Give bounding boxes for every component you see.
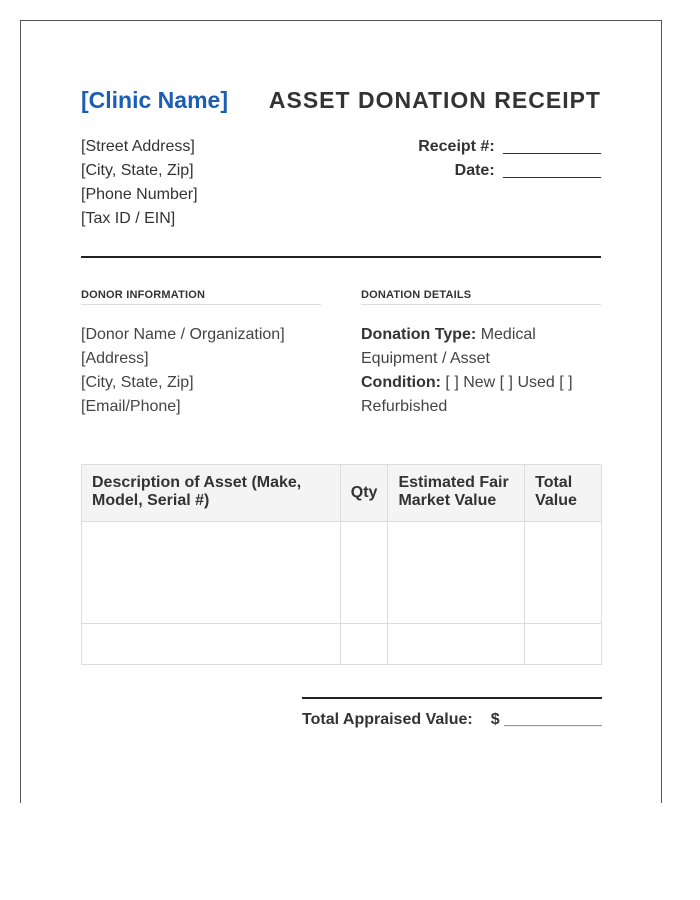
condition-options[interactable]: [ ] New [ ] Used [ ] Refurbished <box>361 374 573 415</box>
date-label: Date: <box>454 162 495 179</box>
cell-qty[interactable] <box>340 624 388 665</box>
cell-fair-market-value[interactable] <box>388 624 525 665</box>
receipt-number-field[interactable]: ___________ <box>503 138 601 155</box>
condition-label: Condition: <box>361 374 441 391</box>
donation-condition <box>361 371 601 419</box>
total-label: Total Appraised Value: <box>302 711 473 728</box>
donor-information-heading: DONOR INFORMATION <box>81 289 321 305</box>
donor-information-body <box>81 323 321 419</box>
receipt-number-row <box>418 135 601 159</box>
donation-type-value: Medical Equipment / Asset <box>361 326 536 367</box>
donation-details-heading: DONATION DETAILS <box>361 289 601 305</box>
donation-details-body <box>361 323 601 419</box>
donation-details-section <box>361 289 601 419</box>
clinic-address <box>81 135 198 231</box>
table-row <box>82 522 602 624</box>
document-title: ASSET DONATION RECEIPT <box>268 87 601 113</box>
cell-total-value[interactable] <box>525 522 602 624</box>
donation-type <box>361 323 601 371</box>
donor-city-state-zip: [City, State, Zip] <box>81 374 194 391</box>
donor-information-section <box>81 289 321 419</box>
receipt-meta <box>418 135 601 183</box>
receipt-page <box>20 20 662 803</box>
cell-fair-market-value[interactable] <box>388 522 525 624</box>
asset-table-header-row <box>82 465 602 522</box>
clinic-street: [Street Address] <box>81 138 195 155</box>
header-description: Description of Asset (Make, Model, Serial #) <box>82 465 341 522</box>
clinic-city-state-zip: [City, State, Zip] <box>81 162 194 179</box>
total-divider <box>302 697 602 699</box>
clinic-tax-id: [Tax ID / EIN] <box>81 210 176 227</box>
asset-table <box>81 464 602 665</box>
cell-total-value[interactable] <box>525 624 602 665</box>
total-appraised-value <box>302 711 602 729</box>
date-row <box>418 159 601 183</box>
receipt-header <box>81 87 601 114</box>
clinic-phone: [Phone Number] <box>81 186 198 203</box>
header-total-value: Total Value <box>525 465 602 522</box>
header-qty: Qty <box>340 465 388 522</box>
donor-name: [Donor Name / Organization] <box>81 326 285 343</box>
donor-address: [Address] <box>81 350 149 367</box>
cell-qty[interactable] <box>340 522 388 624</box>
total-value-field[interactable]: $ ___________ <box>490 711 602 728</box>
clinic-name: [Clinic Name] <box>81 87 228 113</box>
donor-contact: [Email/Phone] <box>81 398 181 415</box>
donation-type-label: Donation Type: <box>361 326 477 343</box>
header-fair-market-value: Estimated Fair Market Value <box>388 465 525 522</box>
cell-description[interactable] <box>82 522 341 624</box>
receipt-number-label: Receipt #: <box>418 138 495 155</box>
header-divider <box>81 256 601 258</box>
date-field[interactable]: ___________ <box>503 162 601 179</box>
table-row <box>82 624 602 665</box>
cell-description[interactable] <box>82 624 341 665</box>
